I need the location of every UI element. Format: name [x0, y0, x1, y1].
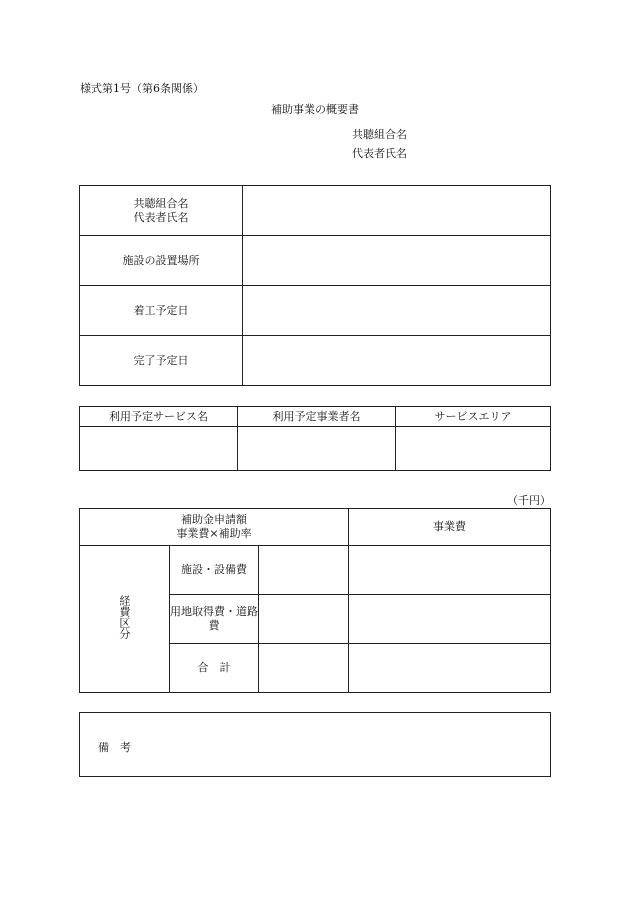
land-road-subsidy-value[interactable]: [259, 595, 349, 644]
applicant-rep-label: 代表者氏名: [352, 147, 407, 160]
service-area-header: サービスエリア: [396, 407, 551, 427]
table-row: [80, 186, 551, 236]
table-row: [80, 336, 551, 386]
land-road-cost-value[interactable]: [349, 595, 551, 644]
end-date-value[interactable]: [243, 336, 551, 386]
category-label-cell: [80, 546, 170, 693]
start-date-label: 着工予定日: [80, 286, 243, 336]
install-location-value[interactable]: [243, 236, 551, 286]
total-cost-value[interactable]: [349, 644, 551, 693]
union-rep-label-cell: [80, 186, 243, 236]
table-row: [80, 286, 551, 336]
category-label: 経費区分: [117, 595, 131, 639]
remarks-box[interactable]: [79, 712, 551, 777]
remarks-label: 備 考: [98, 741, 131, 754]
facility-cost-label: 施設・設備費: [169, 546, 259, 595]
provider-name-value[interactable]: [238, 427, 396, 471]
form-number: 様式第1号（第6条関係）: [80, 82, 204, 95]
project-cost-header: 事業費: [349, 509, 551, 546]
land-road-cost-label: 用地取得費・道路費: [169, 595, 259, 644]
union-name-label: 共聴組合名: [133, 196, 189, 210]
total-label: 合 計: [169, 644, 259, 693]
rep-name-label: 代表者氏名: [133, 210, 189, 224]
subsidy-header-line1: 補助金申請額: [181, 513, 247, 526]
end-date-label: 完了予定日: [80, 336, 243, 386]
union-rep-value[interactable]: [243, 186, 551, 236]
table-row: [80, 427, 551, 471]
service-name-header: 利用予定サービス名: [80, 407, 238, 427]
service-table: [79, 406, 551, 471]
document-title: 補助事業の概要書: [271, 103, 359, 116]
subsidy-header: [80, 509, 349, 546]
facility-subsidy-value[interactable]: [259, 546, 349, 595]
table-header-row: [80, 509, 551, 546]
unit-label: （千円）: [507, 494, 551, 507]
subsidy-header-line2: 事業費×補助率: [176, 527, 252, 540]
applicant-union-label: 共聴組合名: [352, 128, 407, 141]
applicant-block: [352, 125, 407, 163]
start-date-value[interactable]: [243, 286, 551, 336]
provider-name-header: 利用予定事業者名: [238, 407, 396, 427]
install-location-label: 施設の設置場所: [80, 236, 243, 286]
project-info-table: [79, 185, 551, 386]
total-subsidy-value[interactable]: [259, 644, 349, 693]
service-name-value[interactable]: [80, 427, 238, 471]
table-row: [80, 546, 551, 595]
cost-table: [79, 508, 551, 693]
table-row: [80, 236, 551, 286]
table-header-row: [80, 407, 551, 427]
facility-cost-value[interactable]: [349, 546, 551, 595]
service-area-value[interactable]: [396, 427, 551, 471]
